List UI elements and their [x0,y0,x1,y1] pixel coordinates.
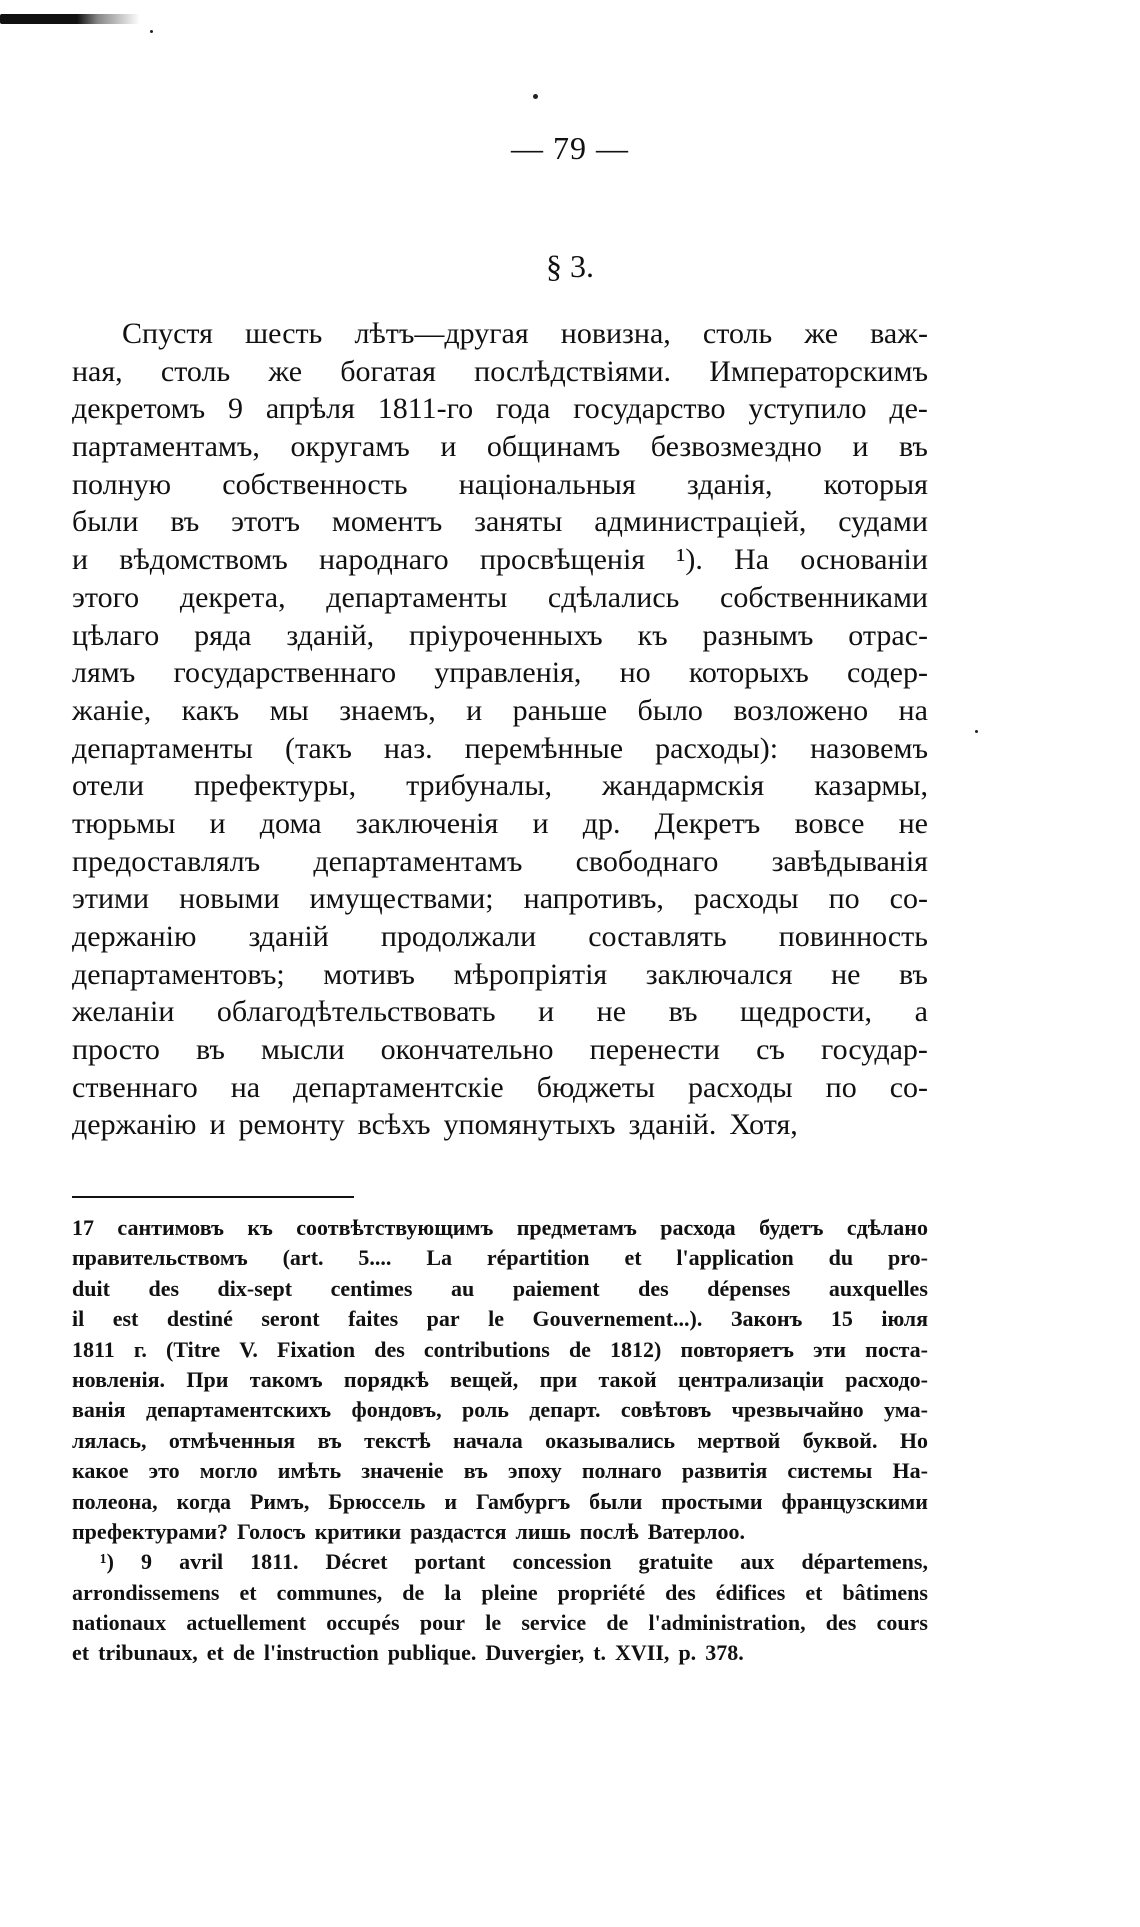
footnote-line: arrondissemens et communes, de la pleine propriété des édifices et bâtimens [72,1579,928,1605]
footnote-line: новленія. При такомъ порядкѣ вещей, при такой централизаціи расходо- [72,1366,928,1392]
body-line: желаніи облагодѣтельствовать и не въ щедрости, а [72,995,928,1029]
body-line: этими новыми имуществами; напротивъ, расходы по со- [72,882,928,916]
footnote-line: ванія департаментскихъ фондовъ, роль департ. совѣтовъ чрезвычайно ума- [72,1397,928,1423]
body-line: и вѣдомствомъ народнаго просвѣщенія ¹). На основаніи [72,543,928,577]
body-line: партаментамъ, округамъ и общинамъ безвозмездно и въ [72,430,928,464]
body-line: Спустя шесть лѣтъ—другая новизна, столь же важ- [122,317,928,350]
body-line: отели префектуры, трибуналы, жандармскія казармы, [72,769,928,803]
body-line: тюрьмы и дома заключенія и др. Декретъ вовсе не [72,806,928,840]
footnote-line: nationaux actuellement occupés pour le service de l'administration, des cours [72,1610,928,1636]
body-line: департаментовъ; мотивъ мѣропріятія заключался не въ [72,957,928,991]
scan-speck [150,30,153,33]
footnote-line: et tribunaux, et de l'instruction publique. Duvergier, t. XVII, p. 378. [72,1640,744,1666]
footnote-line: ¹) 9 avril 1811. Décret portant concession gratuite aux départemens, [100,1549,928,1575]
footnotes [72,1213,928,1669]
body-line: этого декрета, департаменты сдѣлались собственниками [72,580,928,614]
footnote-line: лялась, отмѣченныя въ текстѣ начала оказывались мертвой буквой. Но [72,1427,928,1453]
body-line: предоставлялъ департаментамъ свободнаго завѣдыванія [72,844,928,878]
body-text [72,315,928,1144]
body-line: цѣлаго ряда зданій, пріуроченныхъ къ разнымъ отрас- [72,618,928,652]
body-line: держанію зданій продолжали составлять повинность [72,920,928,953]
footnote-line: префектурами? Голосъ критики раздастся лишь послѣ Ватерлоо. [72,1518,745,1544]
footnote-line: il est destiné seront faites par le Gouvernement...). Законъ 15 іюля [72,1306,928,1332]
scan-speck [975,730,978,733]
footnote-line: какое это могло имѣть значеніе въ эпоху полнаго развитія системы На- [72,1458,928,1484]
body-line: департаменты (такъ наз. перемѣнные расходы): назовемъ [72,731,928,765]
footnote-separator [72,1196,354,1198]
scan-artifact [0,14,140,24]
footnote-line: 1811 г. (Titre V. Fixation des contributions de 1812) повторяетъ эти поста- [72,1336,928,1362]
section-heading: § 3. [546,248,594,284]
body-line: лямъ государственнаго управленія, но которыхъ содер- [72,656,928,690]
footnote-line: правительствомъ (art. 5.... La répartition et l'application du pro- [72,1245,928,1271]
body-line: декретомъ 9 апрѣля 1811-го года государство уступило де- [72,392,928,426]
body-line: были въ этотъ моментъ заняты администраціей, судами [72,505,928,539]
body-line: держанію и ремонту всѣхъ упомянутыхъ зданій. Хотя, [72,1108,798,1142]
page-number: — 79 — [511,130,629,166]
body-line: ственнаго на департаментскіе бюджеты расходы по со- [72,1070,928,1104]
body-line: просто въ мысли окончательно перенести съ государ- [72,1033,928,1067]
body-line: жаніе, какъ мы знаемъ, и раньше было возложено на [72,693,928,727]
footnote-line: 17 сантимовъ къ соотвѣтствующимъ предметамъ расхода будетъ сдѣлано [72,1215,928,1240]
body-line: ная, столь же богатая послѣдствіями. Императорскимъ [72,354,928,388]
scan-speck [533,94,538,99]
body-line: полную собственность національныя зданія, которыя [72,467,928,501]
footnote-line: полеона, когда Римъ, Брюссель и Гамбургъ были простыми французскими [72,1488,928,1514]
footnote-line: duit des dix-sept centimes au paiement des dépenses auxquelles [72,1275,928,1301]
